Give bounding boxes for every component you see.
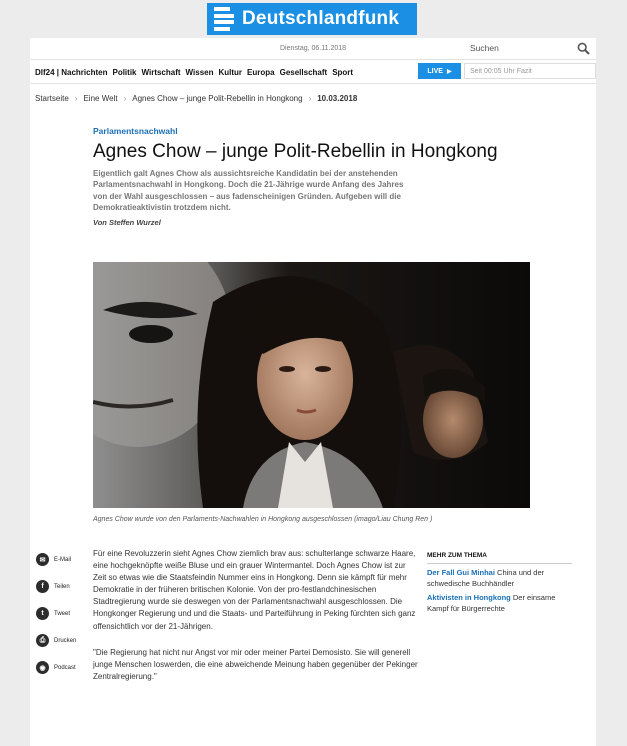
- breadcrumb-article[interactable]: Agnes Chow – junge Polit-Rebellin in Hongkong: [132, 94, 303, 103]
- related-text: China und der schwedische Buchhändler: [427, 568, 545, 588]
- article-paragraph: Für eine Revoluzzerin sieht Agnes Chow ziemlich brav aus: schulterlange schwarze Haare, eine hochgeknöpfte weiße Bluse und ein grauer Wintermantel. Doch Agnes Chow ist zur Zeit so etwas wie die Staatsfeindin Nummer eins in Hongkong. Denn sie kämpft für mehr Demokratie in der früheren britischen Kolonie. Von der pro-festlandchinesischen Stadtregierung wurde sie deswegen von der Parlamentsnachwahl ausgeschlossen. Die Hongkonger Regierung und und die Staats- und Parteiführung in Peking fürchten sich ganz offensichtlich vor der 21-Jährigen.: [93, 549, 416, 631]
- twitter-icon: t: [36, 607, 49, 620]
- article-kicker: Parlamentsnachwahl: [93, 126, 178, 136]
- article-headline: Agnes Chow – junge Polit-Rebellin in Hongkong: [93, 141, 498, 162]
- related-topics: [427, 552, 572, 618]
- article-body: [93, 548, 418, 697]
- main-navigation: [30, 62, 596, 84]
- logo-mark-icon: [214, 7, 236, 31]
- share-label: E-Mail: [54, 556, 72, 563]
- photo-caption: Agnes Chow wurde von den Parlaments-Nachwahlen in Hongkong ausgeschlossen (imago/Liau Chung Ren ): [93, 516, 433, 523]
- breadcrumb-home[interactable]: Startseite: [35, 94, 69, 103]
- top-bar: [30, 38, 596, 60]
- related-title: MEHR ZUM THEMA: [427, 552, 572, 564]
- live-program-info[interactable]: Seit 00:05 Uhr Fazit: [464, 63, 596, 79]
- live-button[interactable]: [418, 63, 461, 79]
- share-facebook-button[interactable]: [36, 573, 76, 600]
- related-link-gui-minhai[interactable]: Der Fall Gui Minhai: [427, 568, 495, 577]
- nav-item-europa[interactable]: Europa: [247, 68, 275, 77]
- article-author: Von Steffen Wurzel: [93, 218, 161, 228]
- nav-item-nachrichten[interactable]: Dlf24 | Nachrichten: [35, 68, 108, 77]
- share-label: Tweet: [54, 610, 71, 617]
- play-icon: ▶: [446, 68, 452, 75]
- logo-bar: [0, 0, 627, 38]
- share-twitter-button[interactable]: [36, 600, 76, 627]
- live-label: LIVE: [427, 67, 443, 75]
- mail-icon: ✉: [36, 553, 49, 566]
- related-link-aktivisten[interactable]: Aktivisten in Hongkong: [427, 593, 511, 602]
- chevron-right-icon: ›: [308, 94, 312, 103]
- brand-logo[interactable]: [207, 3, 417, 35]
- search-input[interactable]: Suchen: [470, 43, 499, 53]
- printer-icon: ⎙: [36, 634, 49, 647]
- share-label: Podcast: [54, 664, 76, 671]
- breadcrumb-section[interactable]: Eine Welt: [83, 94, 118, 103]
- nav-item-gesellschaft[interactable]: Gesellschaft: [279, 68, 328, 77]
- breadcrumb-date: 10.03.2018: [317, 94, 358, 103]
- podcast-button[interactable]: [36, 654, 76, 681]
- nav-item-kultur[interactable]: Kultur: [218, 68, 243, 77]
- brand-name: Deutschlandfunk: [242, 8, 400, 29]
- share-email-button[interactable]: [36, 546, 76, 573]
- related-text: Der einsame Kampf für Bürgerrechte: [427, 593, 556, 613]
- nav-item-politik[interactable]: Politik: [112, 68, 137, 77]
- chevron-right-icon: ›: [123, 94, 127, 103]
- search-icon[interactable]: [577, 42, 590, 55]
- related-item: [427, 593, 572, 614]
- nav-item-sport[interactable]: Sport: [332, 68, 354, 77]
- article-photo: [93, 262, 530, 508]
- share-label: Teilen: [54, 583, 70, 590]
- related-item: [427, 568, 572, 589]
- chevron-right-icon: ›: [74, 94, 78, 103]
- share-label: Drucken: [54, 637, 77, 644]
- facebook-icon: f: [36, 580, 49, 593]
- nav-item-wirtschaft[interactable]: Wirtschaft: [141, 68, 181, 77]
- share-bar: [36, 546, 76, 681]
- article-teaser: Eigentlich galt Agnes Chow als aussichtsreiche Kandidatin bei der anstehenden Parlamentsnachwahl in Hongkong. Doch die 21-Jährige wurde Anfang des Jahres von der Wahl ausgeschlossen – aus fadenscheinigen Gründen. Aufgeben will die Demokratieaktivistin trotzdem nicht.: [93, 169, 404, 212]
- nav-item-wissen[interactable]: Wissen: [185, 68, 214, 77]
- print-button[interactable]: [36, 627, 76, 654]
- article-header: [93, 126, 533, 227]
- current-date: Dienstag, 06.11.2018: [280, 45, 347, 52]
- breadcrumb: [35, 94, 357, 103]
- page-container: [30, 38, 596, 746]
- article-quote: "Die Regierung hat nicht nur Angst vor mir oder meiner Partei Demosisto. Sie will generell junge Menschen loswerden, die eine abweichende Meinung haben gegenüber der Pekinger Zentralregierung.": [93, 647, 418, 681]
- podcast-icon: ◉: [36, 661, 49, 674]
